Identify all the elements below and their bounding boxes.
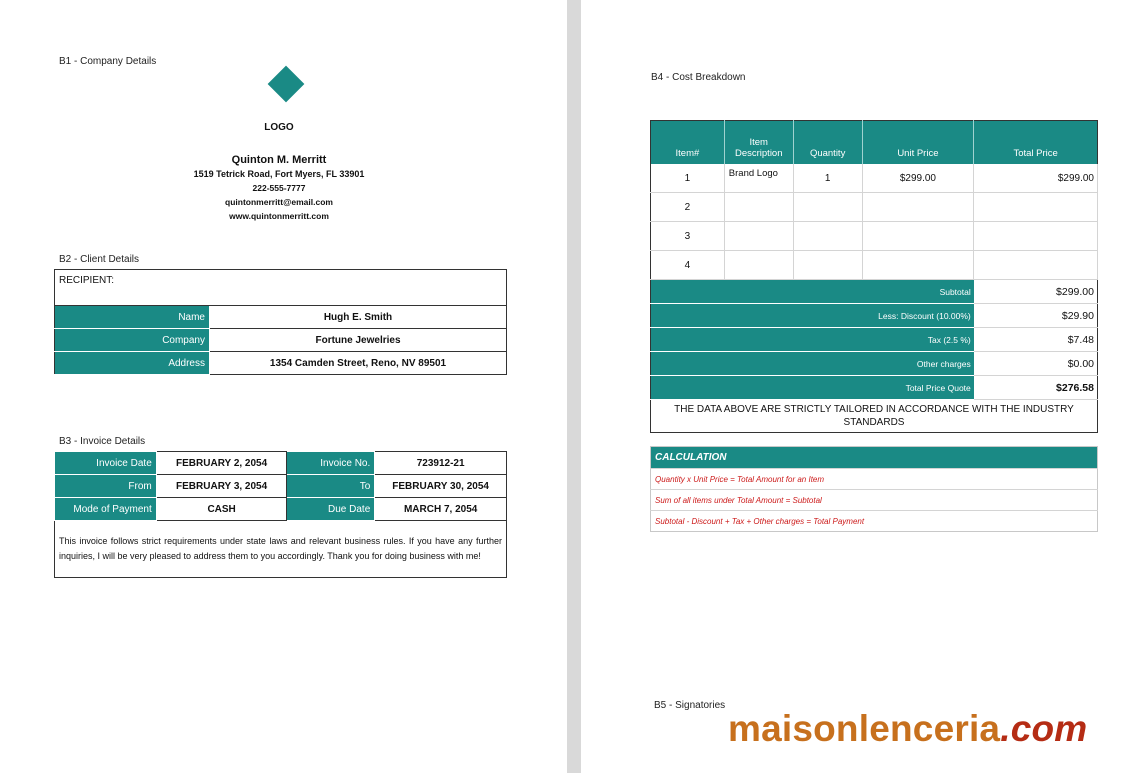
item-description [724,193,793,222]
table-row [55,498,507,521]
header-item-description: Item Description [724,121,793,165]
item-number: 3 [651,222,725,251]
to-value: FEBRUARY 30, 2054 [375,475,507,498]
summary-row [651,280,1098,304]
table-row [651,490,1098,511]
table-row [55,452,507,475]
invoice-note: This invoice follows strict requirements under state laws and relevant business rules. If you have any further inquiries, I will be very pleased to address them to you accordingly. Thank you for doing business with me! [55,521,507,578]
calculation-title: CALCULATION [655,452,727,463]
client-company-label: Company [55,329,210,352]
item-unit-price: $299.00 [862,164,974,193]
client-details-table [54,269,507,375]
table-row [55,270,507,306]
invoice-number-value: 723912-21 [375,452,507,475]
company-details [130,153,428,223]
company-phone: 222-555-7777 [252,183,306,193]
section-label-signatories: B5 - Signatories [654,700,726,711]
summary-row [651,376,1098,400]
due-date-label: Due Date [287,498,375,521]
total-quote-value: $276.58 [974,376,1098,400]
item-total-price [974,251,1098,280]
to-label: To [287,475,375,498]
item-total-price [974,193,1098,222]
payment-mode-label: Mode of Payment [55,498,157,521]
table-row [651,469,1098,490]
summary-row [651,328,1098,352]
header-total-price: Total Price [1013,148,1058,159]
client-company-value: Fortune Jewelries [210,329,507,352]
item-number: 2 [651,193,725,222]
company-website: www.quintonmerritt.com [229,211,329,221]
table-row [55,329,507,352]
other-charges-label: Other charges [651,352,974,376]
table-row [651,193,1098,222]
client-name-value: Hugh E. Smith [210,306,507,329]
tax-label: Tax (2.5 %) [651,328,974,352]
section-label-invoice: B3 - Invoice Details [59,436,146,447]
item-description [724,251,793,280]
due-date-value: MARCH 7, 2054 [375,498,507,521]
item-quantity: 1 [793,164,862,193]
page-gutter [567,0,581,773]
company-name: Quinton M. Merritt [231,154,327,166]
table-row [55,521,507,578]
section-label-client: B2 - Client Details [59,254,140,265]
invoice-details-table [54,451,507,578]
summary-row [651,352,1098,376]
discount-value: $29.90 [974,304,1098,328]
company-address: 1519 Tetrick Road, Fort Myers, FL 33901 [193,169,365,179]
section-label-cost: B4 - Cost Breakdown [651,72,746,83]
table-header-row [651,121,1098,165]
total-quote-label: Total Price Quote [651,376,974,400]
item-unit-price [862,193,974,222]
table-row [55,352,507,375]
table-header-row [651,447,1098,469]
company-email: quintonmerritt@email.com [225,197,333,207]
client-name-label: Name [55,306,210,329]
item-unit-price [862,251,974,280]
calculation-formula: Subtotal - Discount + Tax + Other charges = Total Payment [651,511,1098,532]
table-row [651,400,1098,433]
item-total-price [974,222,1098,251]
item-unit-price [862,222,974,251]
payment-mode-value: CASH [156,498,287,521]
invoice-date-label: Invoice Date [55,452,157,475]
header-quantity: Quantity [793,121,862,165]
item-number: 4 [651,251,725,280]
invoice-number-label: Invoice No. [287,452,375,475]
calculation-table [650,446,1098,532]
table-row [651,251,1098,280]
tax-value: $7.48 [974,328,1098,352]
summary-row [651,304,1098,328]
calculation-formula: Sum of all items under Total Amount = Subtotal [651,490,1098,511]
invoice-date-value: FEBRUARY 2, 2054 [156,452,287,475]
item-quantity [793,222,862,251]
table-row [651,511,1098,532]
item-number: 1 [651,164,725,193]
cost-footer-note: THE DATA ABOVE ARE STRICTLY TAILORED IN ACCORDANCE WITH THE INDUSTRY STANDARDS [651,400,1098,433]
item-quantity [793,193,862,222]
client-address-label: Address [55,352,210,375]
header-unit-price: Unit Price [862,121,974,165]
calculation-formula: Quantity x Unit Price = Total Amount for an Item [651,469,1098,490]
item-description: Brand Logo [724,164,793,193]
item-description [724,222,793,251]
table-row [55,306,507,329]
logo-label: LOGO [264,122,294,133]
watermark-extension: .com [1000,708,1088,749]
item-quantity [793,251,862,280]
other-charges-value: $0.00 [974,352,1098,376]
watermark-logo [728,708,1087,750]
cost-breakdown-table [650,120,1098,433]
recipient-label: RECIPIENT: [55,270,507,306]
watermark-name: maisonlenceria [728,708,1001,749]
table-row [651,222,1098,251]
from-label: From [55,475,157,498]
item-total-price: $299.00 [974,164,1098,193]
discount-label: Less: Discount (10.00%) [651,304,974,328]
subtotal-value: $299.00 [974,280,1098,304]
document-page-left [0,0,567,773]
header-item-number: Item# [651,121,725,165]
section-label-company: B1 - Company Details [59,56,157,67]
from-value: FEBRUARY 3, 2054 [156,475,287,498]
table-row [55,475,507,498]
client-address-value: 1354 Camden Street, Reno, NV 89501 [210,352,507,375]
table-row [651,164,1098,193]
subtotal-label: Subtotal [651,280,974,304]
